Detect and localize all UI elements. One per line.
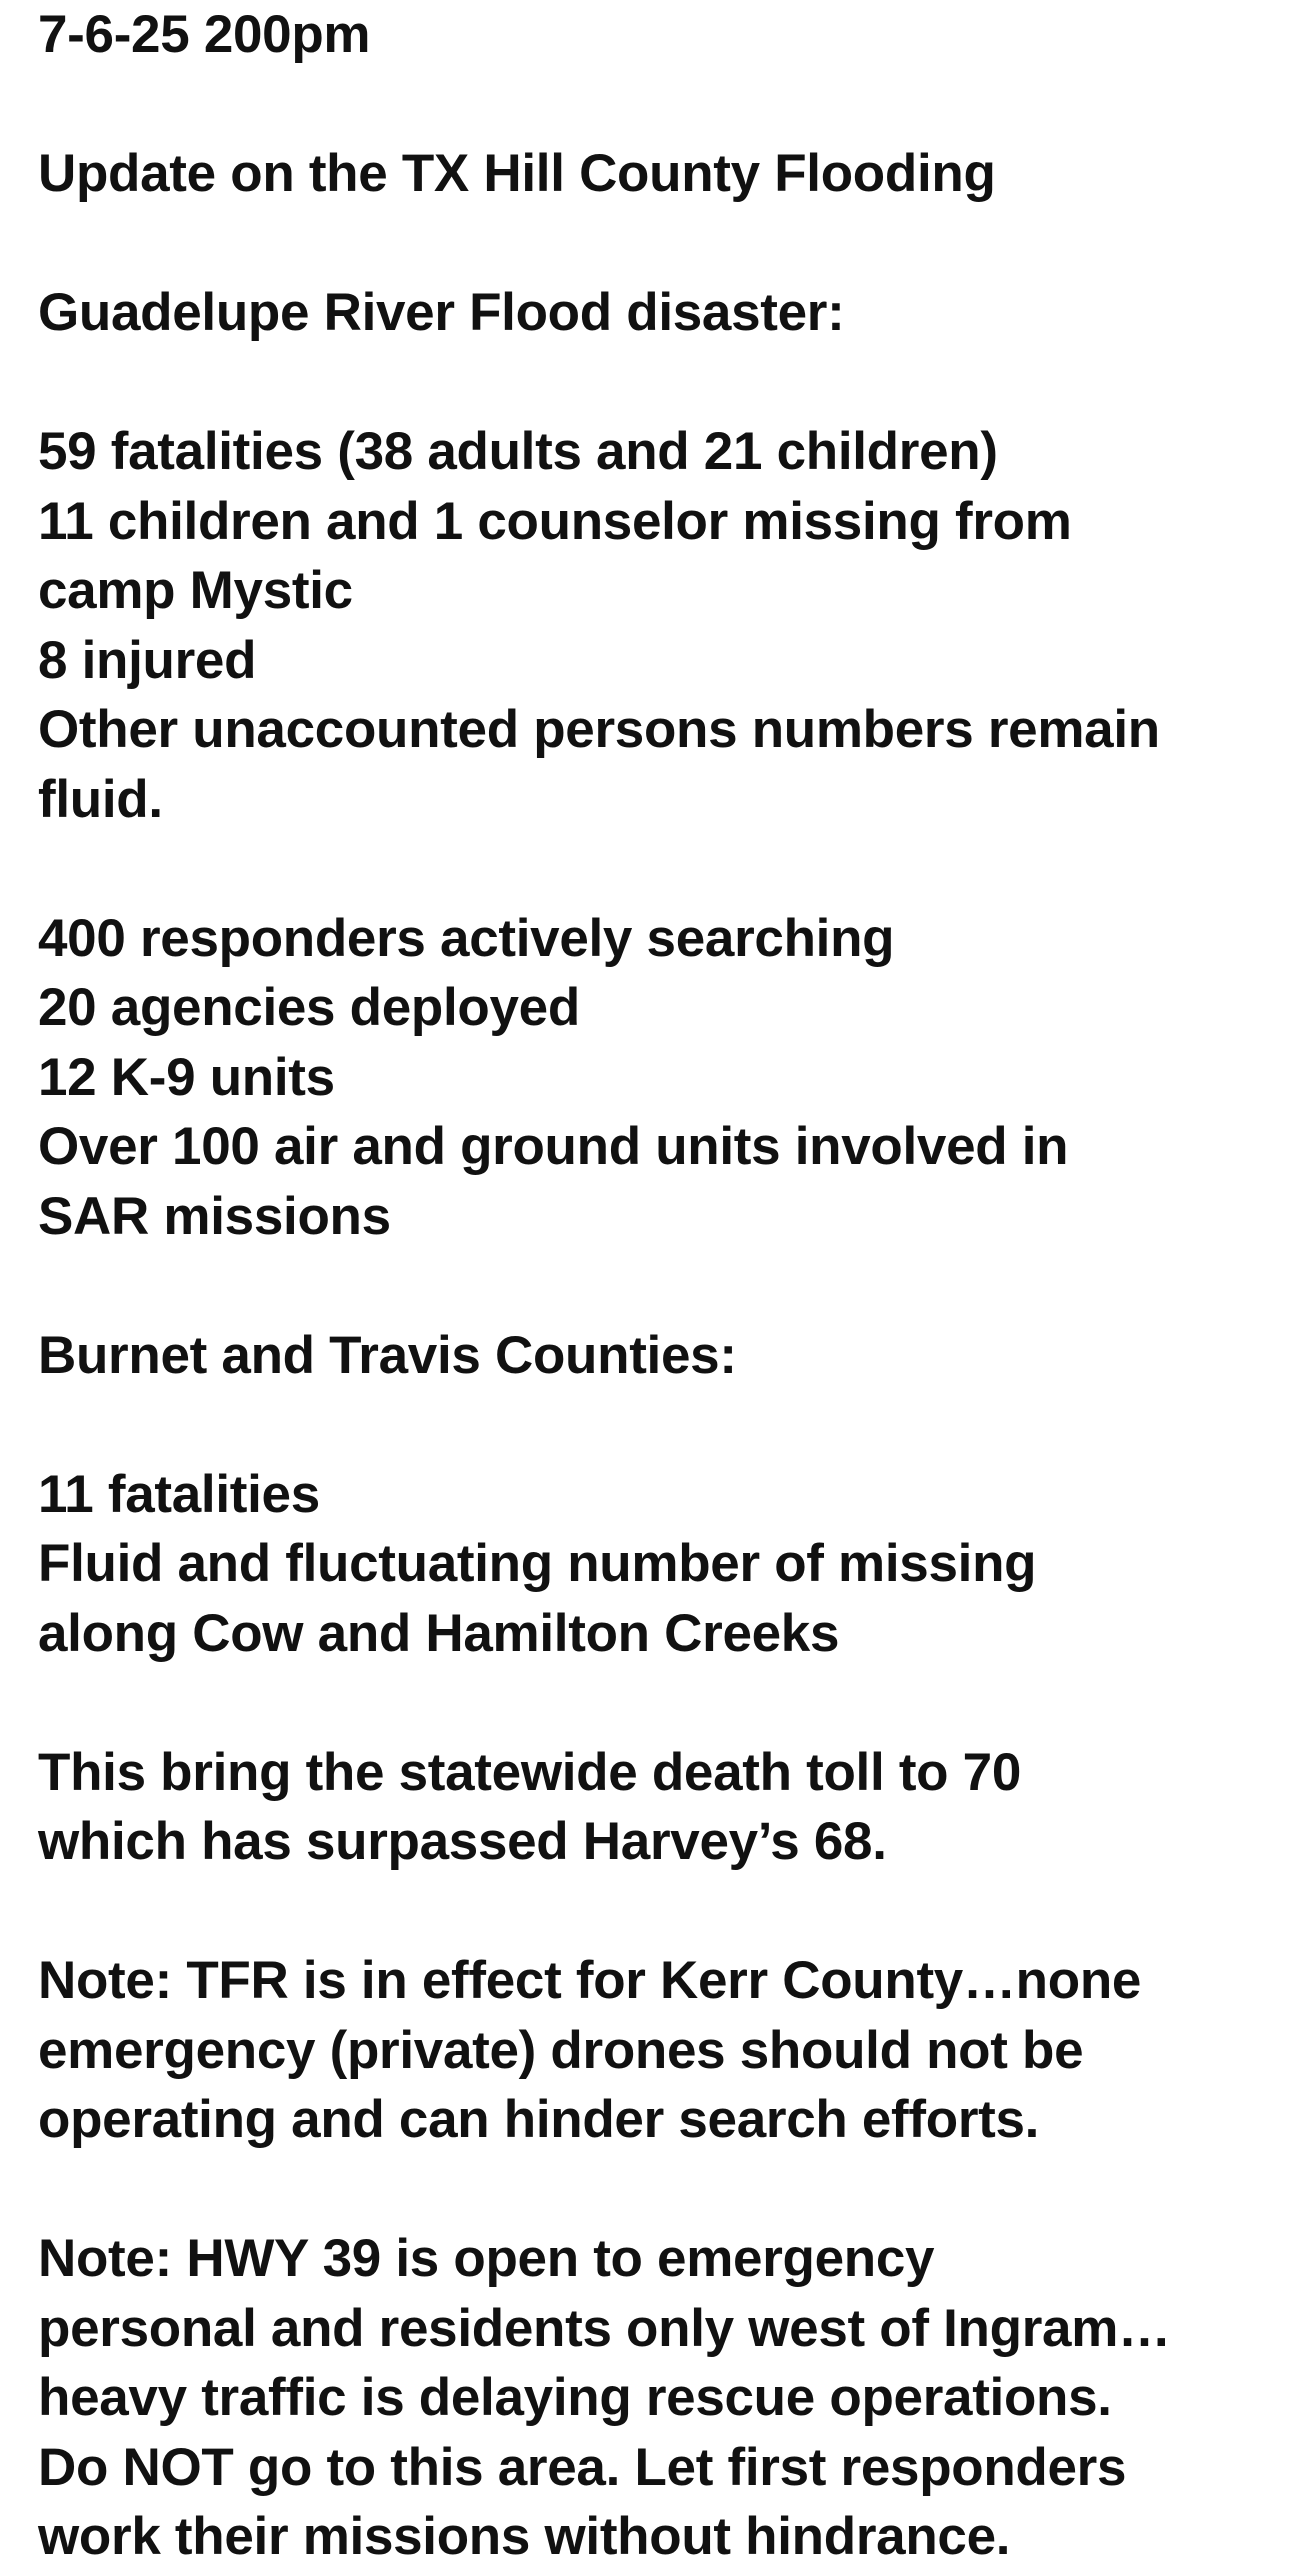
note-title: Update on the TX Hill County Flooding [38, 144, 996, 203]
note-line: 400 responders actively searching [38, 908, 895, 968]
note-line: Do NOT go to this area. Let first responders [38, 2437, 1127, 2497]
note-line: camp Mystic [38, 561, 353, 620]
blank-line [38, 348, 1278, 418]
blank-line [38, 1877, 1278, 1947]
note-line: fluid. [38, 769, 163, 829]
note-body [38, 0, 1278, 2572]
note-line: along Cow and Hamilton Creeks [38, 1603, 840, 1663]
note-line: 12 K-9 units [38, 1047, 335, 1107]
note-line: 11 fatalities [38, 1464, 320, 1524]
note-line: Fluid and fluctuating number of missing [38, 1534, 1037, 1593]
blank-line [38, 834, 1278, 904]
note-line: 20 agencies deployed [38, 978, 580, 1037]
blank-line [38, 209, 1278, 279]
note-line: emergency (private) drones should not be [38, 2020, 1084, 2080]
section-heading-guadalupe: Guadelupe River Flood disaster: [38, 283, 845, 342]
note-line: Other unaccounted persons numbers remain [38, 700, 1160, 759]
note-line: which has surpassed Harvey’s 68. [38, 1812, 887, 1871]
blank-line [38, 1390, 1278, 1460]
blank-line [38, 70, 1278, 140]
note-line: Over 100 air and ground units involved in [38, 1117, 1069, 1176]
note-line: SAR missions [38, 1186, 391, 1246]
note-hwy39: Note: HWY 39 is open to emergency [38, 2229, 935, 2288]
note-line: 8 injured [38, 630, 257, 690]
note-line: operating and can hinder search efforts. [38, 2090, 1040, 2149]
note-date: 7-6-25 200pm [38, 5, 371, 64]
note-tfr: Note: TFR is in effect for Kerr County…none [38, 1951, 1142, 2010]
note-line: work their missions without hindrance. [38, 2507, 1011, 2566]
blank-line [38, 1251, 1278, 1321]
note-line: 11 children and 1 counselor missing from [38, 491, 1072, 551]
note-line: heavy traffic is delaying rescue operations. [38, 2368, 1112, 2427]
blank-line [38, 1668, 1278, 1738]
note-line: This bring the statewide death toll to 70 [38, 1742, 1022, 1802]
note-line: 59 fatalities (38 adults and 21 children) [38, 422, 998, 481]
blank-line [38, 2155, 1278, 2225]
section-heading-burnet-travis: Burnet and Travis Counties: [38, 1325, 737, 1385]
note-line: personal and residents only west of Ingram… [38, 2298, 1171, 2358]
